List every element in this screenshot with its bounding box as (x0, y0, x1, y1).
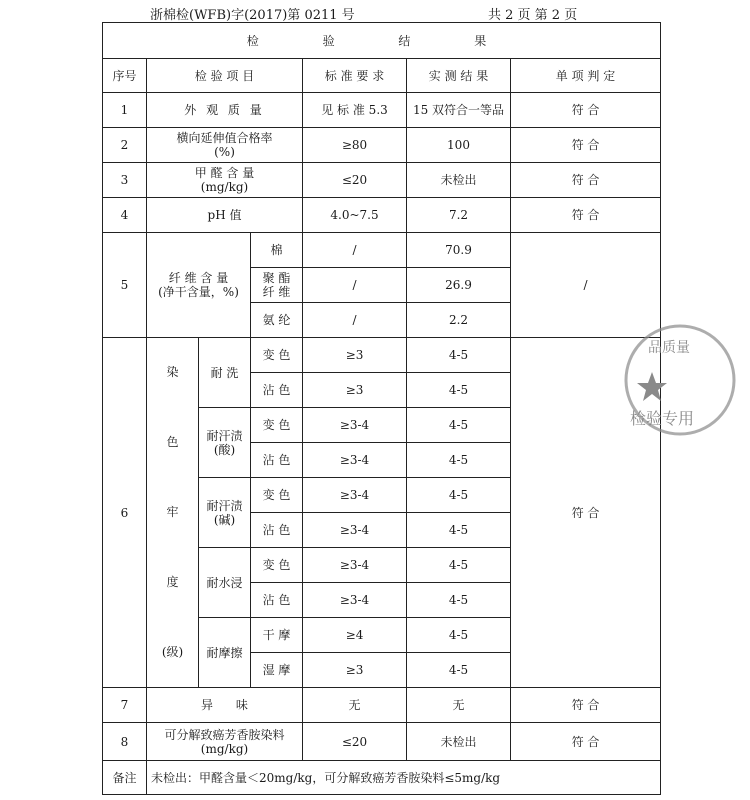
row-standard: ≥3-4 (303, 408, 407, 443)
fiber-name: 聚 酯 纤 维 (251, 268, 303, 303)
row-standard: ≥3-4 (303, 583, 407, 618)
fiber-label: 纤 维 含 量 (净干含量，%) (147, 233, 251, 338)
table-title: 检 验 结 果 (103, 23, 661, 59)
fastness-sub: 变 色 (251, 338, 303, 373)
row-standard: ≥3-4 (303, 548, 407, 583)
row-measured: 4-5 (407, 618, 511, 653)
row-standard: ≤20 (303, 163, 407, 198)
col-judgement: 单 项 判 定 (511, 59, 661, 93)
row-measured: 4-5 (407, 338, 511, 373)
fastness-sub: 湿 摩 (251, 653, 303, 688)
stamp-bottom-text: 检验专用 (630, 409, 695, 428)
row-standard: ≥3-4 (303, 513, 407, 548)
fastness-group: 耐汗渍 (碱) (199, 478, 251, 548)
remark-text: 未检出：甲醛含量＜20mg/kg，可分解致癌芳香胺染料≤5mg/kg (147, 761, 661, 795)
row-item: 甲 醛 含 量 (mg/kg) (147, 163, 303, 198)
row-standard: ≥3 (303, 653, 407, 688)
row-item: 异 味 (147, 688, 303, 723)
row-measured: 4-5 (407, 583, 511, 618)
fiber-name: 棉 (251, 233, 303, 268)
row-measured: 4-5 (407, 653, 511, 688)
row-standard: / (303, 268, 407, 303)
row-measured: 无 (407, 688, 511, 723)
row-no: 1 (103, 93, 147, 128)
row-judgement: 符 合 (511, 163, 661, 198)
col-standard: 标 准 要 求 (303, 59, 407, 93)
row-standard: 4.0~7.5 (303, 198, 407, 233)
inspection-stamp (620, 320, 740, 440)
stamp-top-text: 品质量 (648, 340, 690, 356)
row-measured: 15 双符合一等品 (407, 93, 511, 128)
fastness-group: 耐水浸 (199, 548, 251, 618)
row-standard: / (303, 303, 407, 338)
row-standard: ≥3-4 (303, 478, 407, 513)
row-no: 3 (103, 163, 147, 198)
remark-label: 备注 (103, 761, 147, 795)
fastness-group: 耐摩擦 (199, 618, 251, 688)
row-measured: 70.9 (407, 233, 511, 268)
row-measured: 未检出 (407, 723, 511, 761)
table-row (103, 338, 661, 373)
row-standard: / (303, 233, 407, 268)
row-measured: 7.2 (407, 198, 511, 233)
row-item: 外 观 质 量 (147, 93, 303, 128)
row-standard: ≤20 (303, 723, 407, 761)
row-measured: 4-5 (407, 443, 511, 478)
row-measured: 26.9 (407, 268, 511, 303)
star-icon (637, 372, 667, 401)
fastness-sub: 变 色 (251, 408, 303, 443)
table-row (103, 233, 661, 268)
table-row (103, 128, 661, 163)
row-no: 4 (103, 198, 147, 233)
table-row (103, 723, 661, 761)
row-standard: ≥3 (303, 338, 407, 373)
column-header-row (103, 59, 661, 93)
row-judgement: 符 合 (511, 688, 661, 723)
row-no: 2 (103, 128, 147, 163)
row-measured: 2.2 (407, 303, 511, 338)
fastness-sub: 沾 色 (251, 513, 303, 548)
row-item: 横向延伸值合格率 (%) (147, 128, 303, 163)
col-no: 序号 (103, 59, 147, 93)
row-no: 7 (103, 688, 147, 723)
row-judgement: / (511, 233, 661, 338)
report-number: 浙棉检(WFB)字(2017)第 0211 号 (150, 8, 355, 23)
fastness-sub: 沾 色 (251, 373, 303, 408)
table-row (103, 198, 661, 233)
fastness-group: 耐汗渍 (酸) (199, 408, 251, 478)
row-measured: 100 (407, 128, 511, 163)
row-standard: ≥3-4 (303, 443, 407, 478)
table-row (103, 688, 661, 723)
row-measured: 4-5 (407, 513, 511, 548)
row-measured: 4-5 (407, 478, 511, 513)
table-row (103, 93, 661, 128)
fastness-sub: 变 色 (251, 478, 303, 513)
row-item: 可分解致癌芳香胺染料 (mg/kg) (147, 723, 303, 761)
row-standard: ≥4 (303, 618, 407, 653)
fastness-sub: 变 色 (251, 548, 303, 583)
col-item: 检 验 项 目 (147, 59, 303, 93)
row-measured: 4-5 (407, 373, 511, 408)
row-no: 5 (103, 233, 147, 338)
row-standard: 无 (303, 688, 407, 723)
fastness-sub: 沾 色 (251, 443, 303, 478)
row-no: 6 (103, 338, 147, 688)
row-measured: 4-5 (407, 408, 511, 443)
row-judgement: 符 合 (511, 128, 661, 163)
row-measured: 4-5 (407, 548, 511, 583)
remark-row (103, 761, 661, 795)
col-measured: 实 测 结 果 (407, 59, 511, 93)
row-standard: ≥3 (303, 373, 407, 408)
fastness-sub: 沾 色 (251, 583, 303, 618)
row-measured: 未检出 (407, 163, 511, 198)
row-standard: ≥80 (303, 128, 407, 163)
row-judgement: 符 合 (511, 723, 661, 761)
fastness-group: 耐 洗 (199, 338, 251, 408)
row-judgement: 符 合 (511, 198, 661, 233)
row-item: pH 值 (147, 198, 303, 233)
row-standard: 见 标 准 5.3 (303, 93, 407, 128)
fastness-label: 染 色 牢 度 (级) (147, 338, 199, 688)
row-no: 8 (103, 723, 147, 761)
results-table (102, 22, 661, 795)
row-judgement: 符 合 (511, 338, 661, 688)
row-judgement: 符 合 (511, 93, 661, 128)
fastness-sub: 干 摩 (251, 618, 303, 653)
fiber-name: 氨 纶 (251, 303, 303, 338)
page-indicator: 共 2 页 第 2 页 (488, 8, 578, 23)
table-row (103, 163, 661, 198)
